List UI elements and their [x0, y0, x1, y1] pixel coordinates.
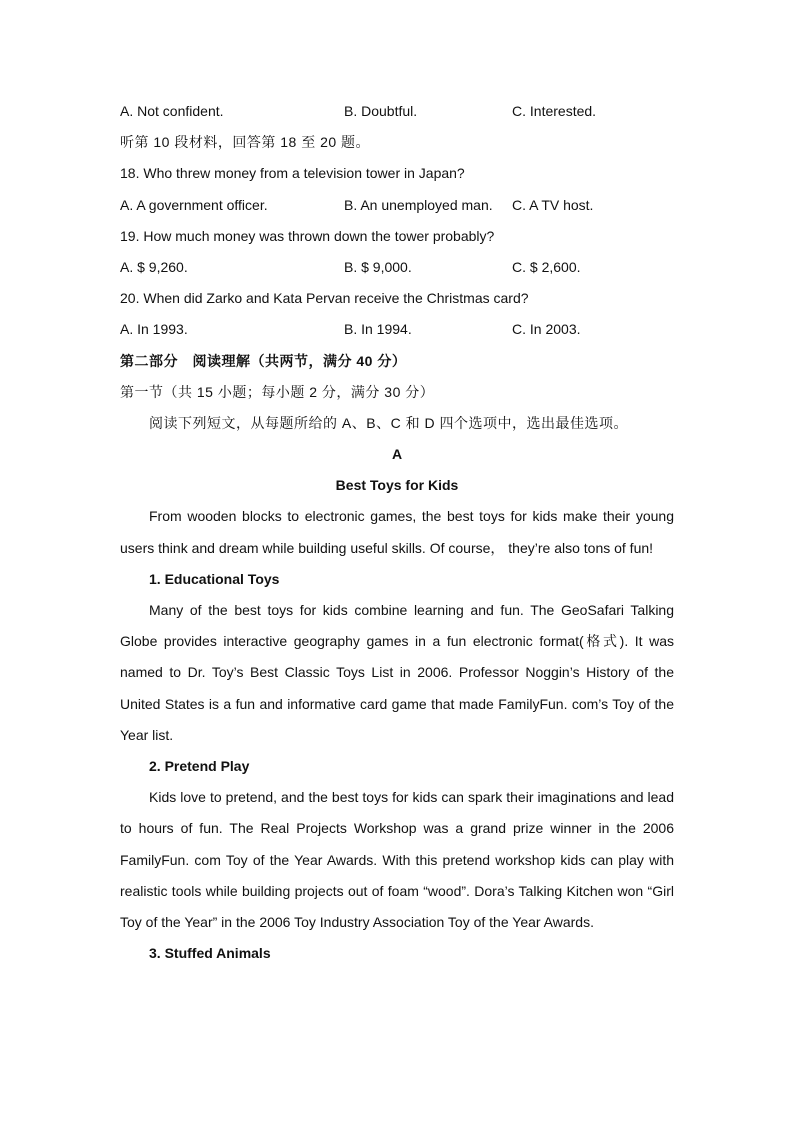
option-b: B. An unemployed man.	[344, 196, 493, 213]
section-heading-stuffed-animals: 3. Stuffed Animals	[149, 945, 271, 962]
option-a: A. A government officer.	[120, 196, 268, 213]
q17-options	[120, 96, 674, 127]
reading-instruction: 阅读下列短文，从每题所给的 A、B、C 和 D 四个选项中，选出最佳选项。	[149, 414, 628, 431]
option-a: A. $ 9,260.	[120, 258, 188, 275]
option-c: C. In 2003.	[512, 321, 581, 338]
option-b: B. In 1994.	[344, 321, 412, 338]
option-b: B. Doubtful.	[344, 103, 418, 119]
option-c: C. $ 2,600.	[512, 258, 581, 275]
option-b: B. $ 9,000.	[344, 258, 412, 275]
question-19	[120, 221, 674, 283]
question-stem: 20. When did Zarko and Kata Pervan receive the Christmas card?	[120, 290, 529, 307]
option-c: C. Interested.	[512, 103, 597, 119]
section-text-educational-toys: Many of the best toys for kids combine learning and fun. The GeoSafari Talking Globe provides interactive geography games in a fun electronic format(格式). It was named to Dr. Toy’s Best Classic Toys List in 2006. Professor Noggin’s History of the United States is a fun and informative card game that made FamilyFun. com’s Toy of the Year list.	[120, 602, 674, 743]
passage-title: Best Toys for Kids	[335, 477, 459, 494]
listen-instruction: 听第 10 段材料，回答第 18 至 20 题。	[120, 134, 371, 151]
option-a: A. In 1993.	[120, 321, 188, 338]
section-heading-pretend-play: 2. Pretend Play	[149, 758, 250, 775]
question-20	[120, 283, 674, 345]
question-options	[120, 252, 674, 283]
question-18	[120, 158, 674, 220]
question-options	[120, 314, 674, 345]
question-stem: 19. How much money was thrown down the tower probably?	[120, 227, 495, 244]
section-heading: 第一节（共 15 小题；每小题 2 分，满分 30 分）	[120, 383, 435, 400]
section-heading-educational-toys: 1. Educational Toys	[149, 570, 280, 587]
exam-page	[120, 96, 674, 969]
question-stem: 18. Who threw money from a television tower in Japan?	[120, 165, 465, 182]
passage-intro: From wooden blocks to electronic games, the best toys for kids make their young users think and dream while building useful skills. Of course， they’re also tons of fun!	[120, 508, 674, 556]
option-a: A. Not confident.	[120, 103, 224, 119]
part-heading: 第二部分 阅读理解（共两节，满分 40 分）	[120, 352, 407, 369]
option-c: C. A TV host.	[512, 196, 594, 213]
section-text-pretend-play: Kids love to pretend, and the best toys for kids can spark their imaginations and lead to hours of fun. The Real Projects Workshop was a grand prize winner in the 2006 FamilyFun. com Toy of the Year Awards. With this pretend workshop kids can play with realistic tools while building projects out of foam “wood”. Dora’s Talking Kitchen won “Girl Toy of the Year” in the 2006 Toy Industry Association Toy of the Year Awards.	[120, 789, 674, 931]
question-options	[120, 190, 674, 221]
passage-letter: A	[391, 446, 403, 463]
